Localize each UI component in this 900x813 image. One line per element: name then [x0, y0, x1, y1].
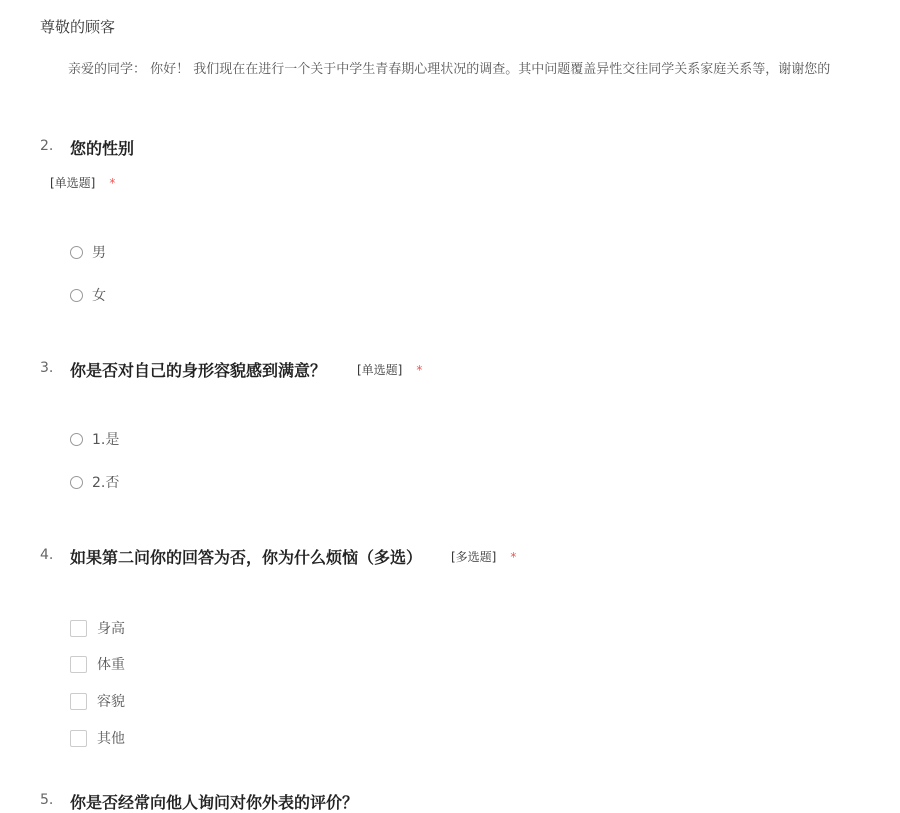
radio-icon[interactable] [70, 289, 83, 302]
option-other[interactable] [70, 728, 125, 748]
option-female[interactable] [70, 285, 106, 305]
required-marker: * [416, 363, 423, 377]
question-title: 您的性别 [70, 139, 135, 158]
checkbox-icon[interactable] [70, 693, 87, 710]
question-type: [单选题] [357, 363, 403, 377]
question-type: [单选题] [50, 176, 96, 190]
question-title: 你是否经常向他人询问对你外表的评价？ [70, 793, 359, 812]
question-type-label [451, 548, 516, 565]
survey-greeting: 尊敬的顾客 [40, 18, 116, 36]
question-type-label [50, 174, 115, 191]
option-label: 1.是 [92, 432, 120, 448]
required-marker: * [510, 550, 517, 564]
option-label: 身高 [97, 621, 125, 637]
checkbox-icon[interactable] [70, 620, 87, 637]
question-title: 如果第二问你的回答为否，你为什么烦恼（多选） [70, 548, 423, 567]
checkbox-icon[interactable] [70, 656, 87, 673]
option-label: 女 [92, 288, 106, 304]
radio-icon[interactable] [70, 246, 83, 259]
question-number: 4. [40, 547, 54, 563]
option-label: 容貌 [97, 694, 125, 710]
checkbox-icon[interactable] [70, 730, 87, 747]
question-number: 3. [40, 360, 54, 376]
option-label: 2.否 [92, 475, 120, 491]
radio-icon[interactable] [70, 433, 83, 446]
option-no[interactable] [70, 472, 119, 492]
option-weight[interactable] [70, 654, 125, 674]
question-number: 5. [40, 792, 54, 808]
question-type-label [357, 361, 422, 378]
option-yes[interactable] [70, 429, 119, 449]
option-label: 其他 [97, 731, 125, 747]
radio-icon[interactable] [70, 476, 83, 489]
question-type: [多选题] [451, 550, 497, 564]
required-marker: * [109, 176, 116, 190]
question-number: 2. [40, 138, 54, 154]
option-label: 男 [92, 245, 106, 261]
option-male[interactable] [70, 242, 106, 262]
option-height[interactable] [70, 618, 125, 638]
survey-intro: 亲爱的同学： 你好！ 我们现在在进行一个关于中学生青春期心理状况的调查。其中问题覆盖异性交往同学关系家庭关系等，谢谢您的 [68, 62, 831, 77]
option-label: 体重 [97, 657, 125, 673]
option-appearance[interactable] [70, 691, 125, 711]
question-title: 你是否对自己的身形容貌感到满意？ [70, 361, 327, 380]
